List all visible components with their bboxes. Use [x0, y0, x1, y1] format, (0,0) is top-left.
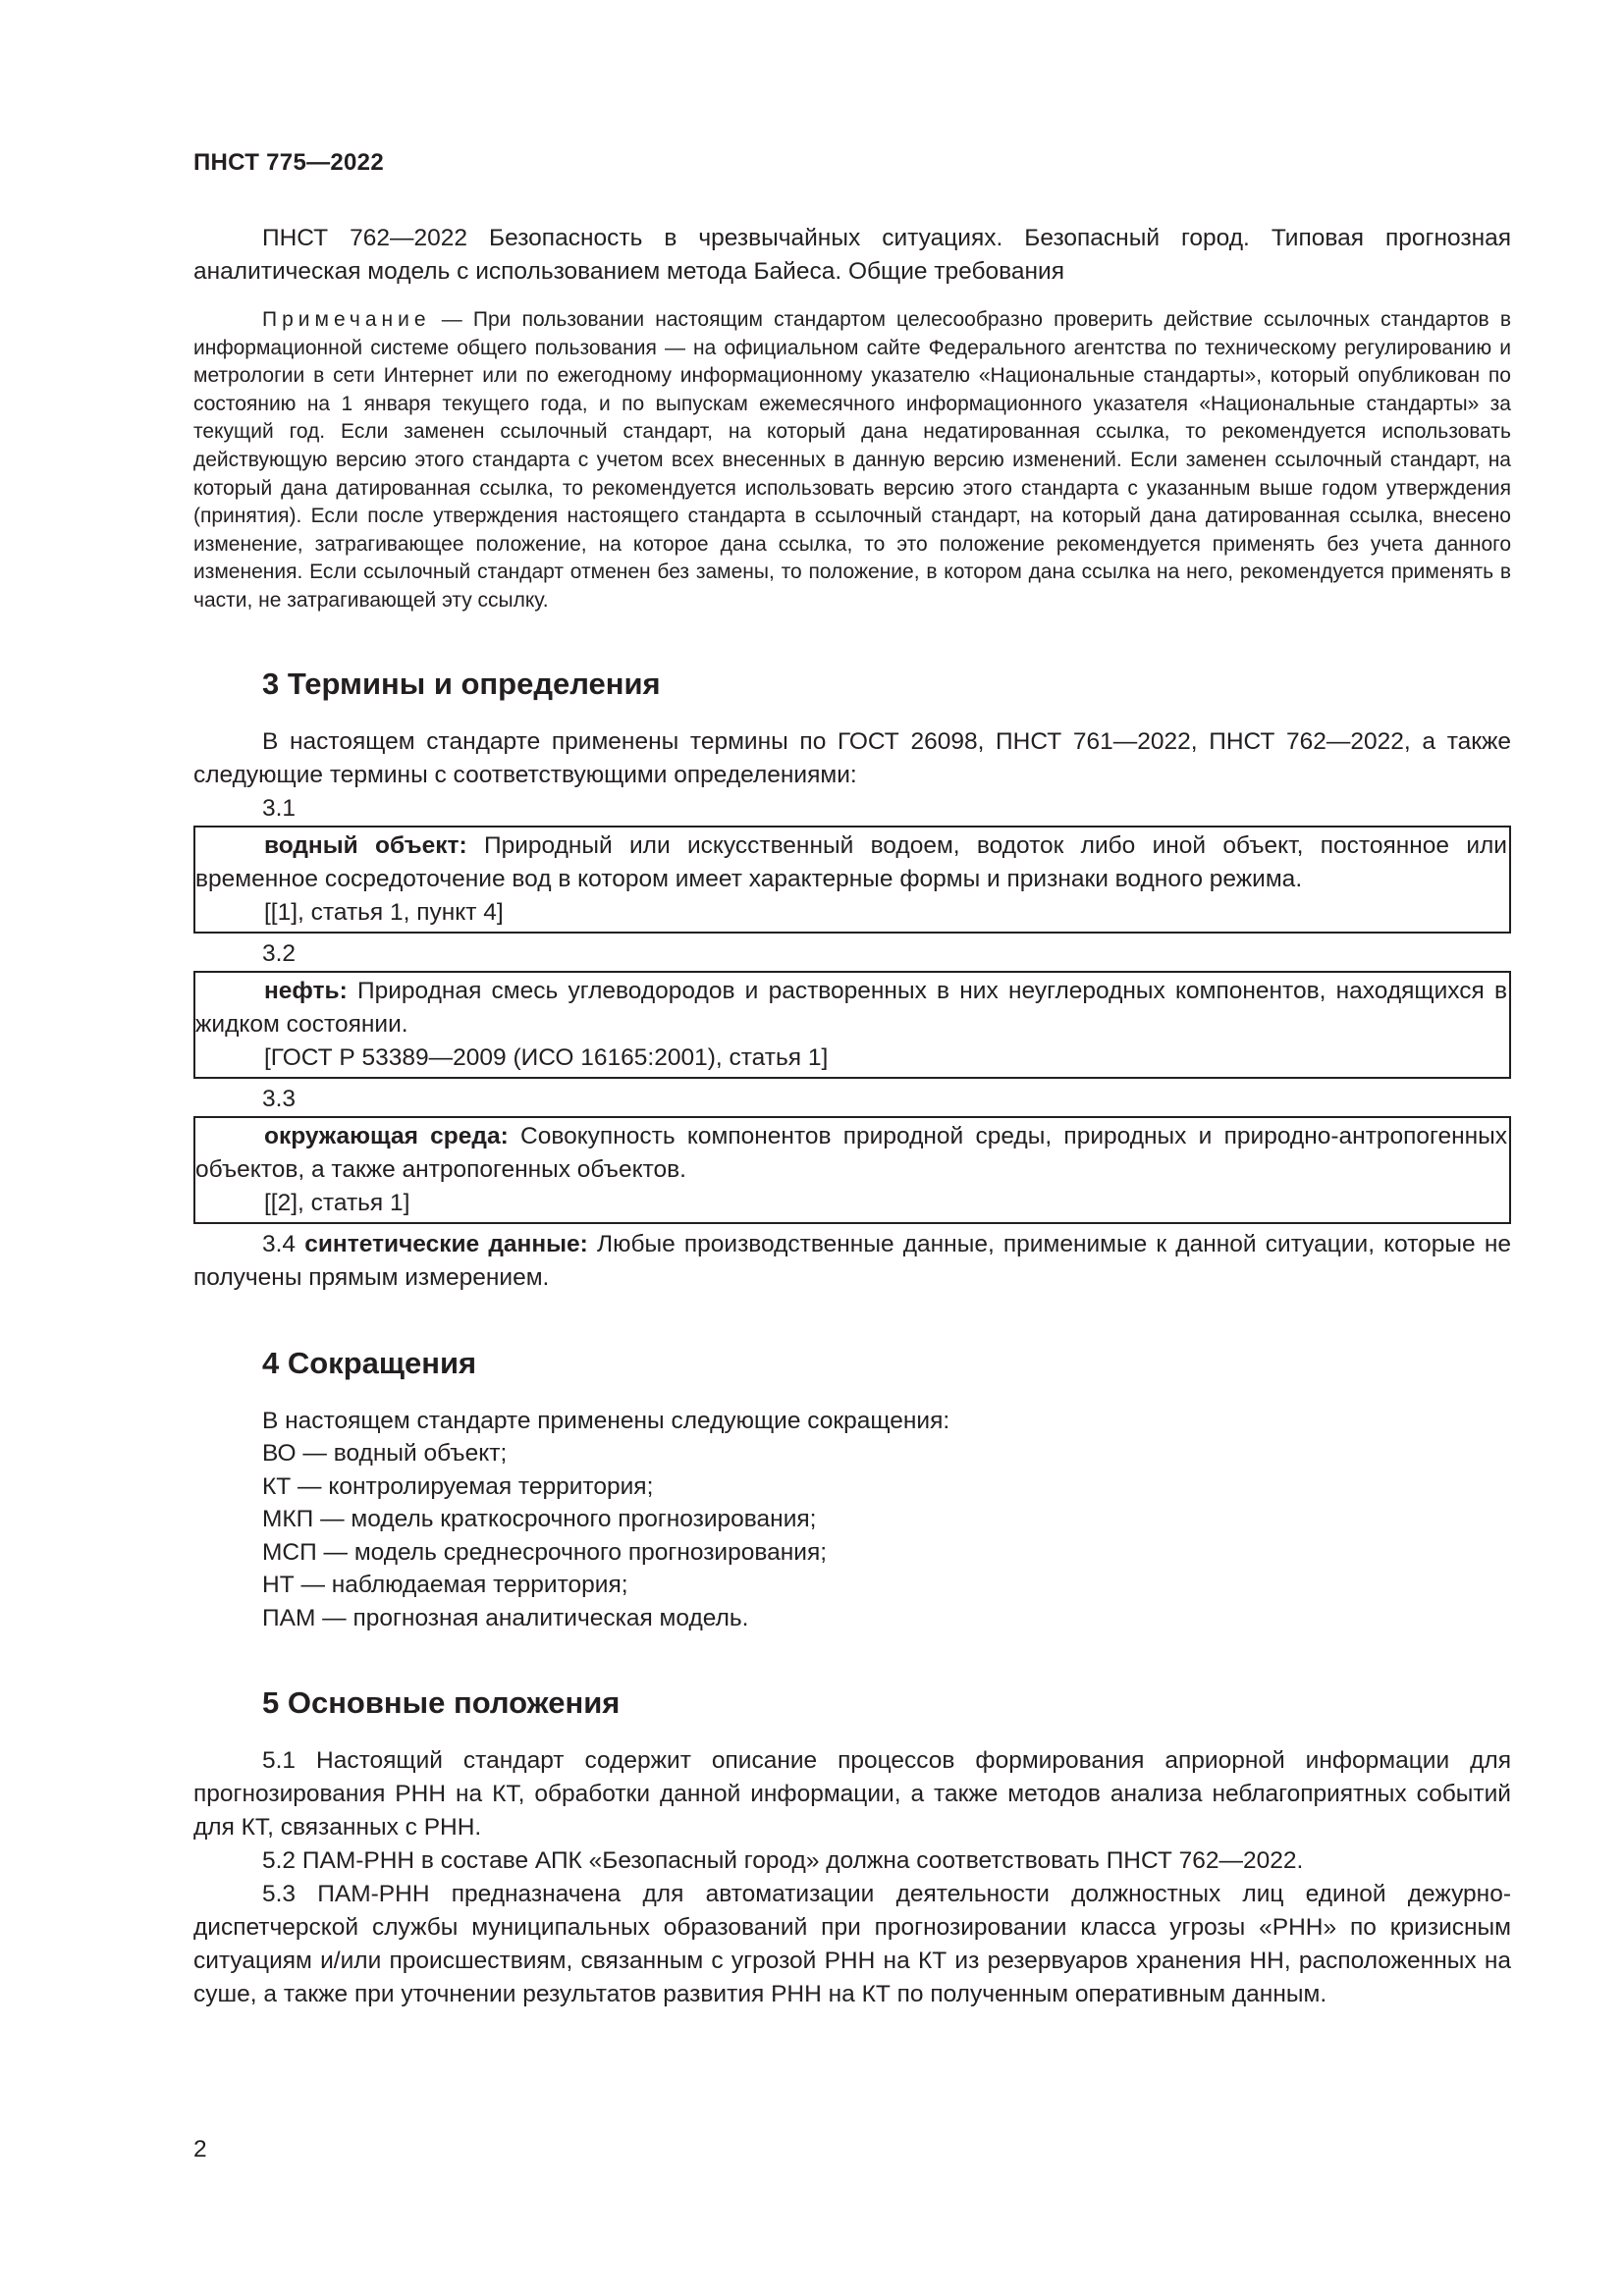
section-5-paragraph: 5.1 Настоящий стандарт содержит описание процессов формирования априорной информации для прогнозирования РНН на КТ, обработки данной информации, а также методов анализа неблагоприятных событий для КТ, связанных с РНН.: [193, 1747, 1511, 1842]
term-text: Любые производственные данные, применимые к данной ситуации, которые не получены прямым измерением.: [193, 1230, 1511, 1291]
term-number: 3.2: [262, 939, 297, 967]
page-number: 2: [193, 2136, 207, 2163]
abbreviation-item: ВО — водный объект;: [262, 1440, 508, 1468]
term-number: 3.4: [262, 1230, 305, 1257]
section-5-paragraph: 5.3 ПАМ-РНН предназначена для автоматизации деятельности должностных лиц единой дежурно-диспетчерской службы муниципальных образований при прогнозировании класса угрозы «РНН» по кризисным ситуациям и/или происшествиям, связанным с угрозой РНН на КТ из резервуаров хранения НН, расположенных на суше, а также при уточнении результатов развития РНН на КТ по полученным оперативным данным.: [193, 1881, 1511, 2008]
abbreviation-item: КТ — контролируемая территория;: [262, 1472, 654, 1500]
section-5-title: 5 Основные положения: [262, 1685, 621, 1721]
note-label: Примечание: [262, 308, 431, 331]
note-paragraph: [193, 306, 1511, 615]
term-text: Природная смесь углеводородов и растворенных в них неуглеродных компонентов, находящихся в жидком состоянии.: [195, 977, 1507, 1038]
term-text: Природный или искусственный водоем, водоток либо иной объект, постоянное или временное сосредоточение вод в котором имеет характерные формы и признаки водного режима.: [195, 831, 1507, 892]
term-box: [193, 971, 1511, 1079]
section-4-title: 4 Сокращения: [262, 1345, 477, 1380]
document-code-header: ПНСТ 775—2022: [193, 149, 384, 176]
term-name: нефть:: [264, 977, 348, 1004]
term-name: водный объект:: [264, 831, 467, 859]
abbreviation-item: НТ — наблюдаемая территория;: [262, 1572, 628, 1599]
note-text: — При пользовании настоящим стандартом целесообразно проверить действие ссылочных стандартов в информационной системе общего пользования — на официальном сайте Федерального агентства по техническому регулированию и метрологии в сети Интернет или по ежегодному информационному указателю «Национальные стандарты», который опубликован по состоянию на 1 января текущего года, и по выпускам ежемесячного информационного указателя «Национальные стандарты» за текущий год. Если заменен ссылочный стандарт, на который дана недатированная ссылка, то рекомендуется использовать действующую версию этого стандарта с учетом всех внесенных в данную версию изменений. Если заменен ссылочный стандарт, на который дана датированная ссылка, то рекомендуется использовать версию этого стандарта с указанным выше годом утверждения (принятия). Если после утверждения настоящего стандарта в ссылочный стандарт, на который дана датированная ссылка, внесено изменение, затрагивающее положение, на которое дана ссылка, то это положение рекомендуется применять без учета данного изменения. Если ссылочный стандарт отменен без замены, то положение, в котором дана ссылка на него, рекомендуется применять в части, не затрагивающей эту ссылку.: [193, 308, 1511, 612]
term-source: [ГОСТ Р 53389—2009 (ИСО 16165:2001), статья 1]: [264, 1043, 829, 1071]
term-definition: [195, 829, 1509, 896]
section-3-intro: В настоящем стандарте применены термины по ГОСТ 26098, ПНСТ 761—2022, ПНСТ 762—2022, а также следующие термины с соответствующими определениями:: [193, 727, 1511, 788]
term-name: синтетические данные:: [304, 1230, 588, 1257]
term-source: [[1], статья 1, пункт 4]: [264, 898, 504, 926]
section-3-title: 3 Термины и определения: [262, 666, 661, 701]
term-number: 3.1: [262, 794, 297, 822]
term-3-4: [193, 1228, 1511, 1295]
abbreviation-item: ПАМ — прогнозная аналитическая модель.: [262, 1604, 749, 1631]
abbreviation-item: МКП — модель краткосрочного прогнозирования;: [262, 1506, 817, 1533]
term-text: Совокупность компонентов природной среды, природных и природно-антропогенных объектов, а также антропогенных объектов.: [195, 1122, 1507, 1183]
page-content: [193, 222, 1511, 2011]
section-4-intro: В настоящем стандарте применены следующие сокращения:: [262, 1407, 950, 1434]
section-5-paragraph: 5.2 ПАМ-РНН в составе АПК «Безопасный город» должна соответствовать ПНСТ 762—2022.: [262, 1847, 1304, 1875]
abbreviation-item: МСП — модель среднесрочного прогнозирования;: [262, 1538, 828, 1566]
normative-reference-pnst762: ПНСТ 762—2022 Безопасность в чрезвычайных ситуациях. Безопасный город. Типовая прогнозная аналитическая модель с использованием метода Байеса. Общие требования: [193, 225, 1511, 285]
term-box: [193, 1116, 1511, 1224]
term-name: окружающая среда:: [264, 1122, 509, 1149]
term-source: [[2], статья 1]: [264, 1189, 410, 1216]
term-box: [193, 826, 1511, 934]
term-definition: [195, 1120, 1509, 1187]
term-definition: [195, 975, 1509, 1041]
term-number: 3.3: [262, 1085, 297, 1112]
